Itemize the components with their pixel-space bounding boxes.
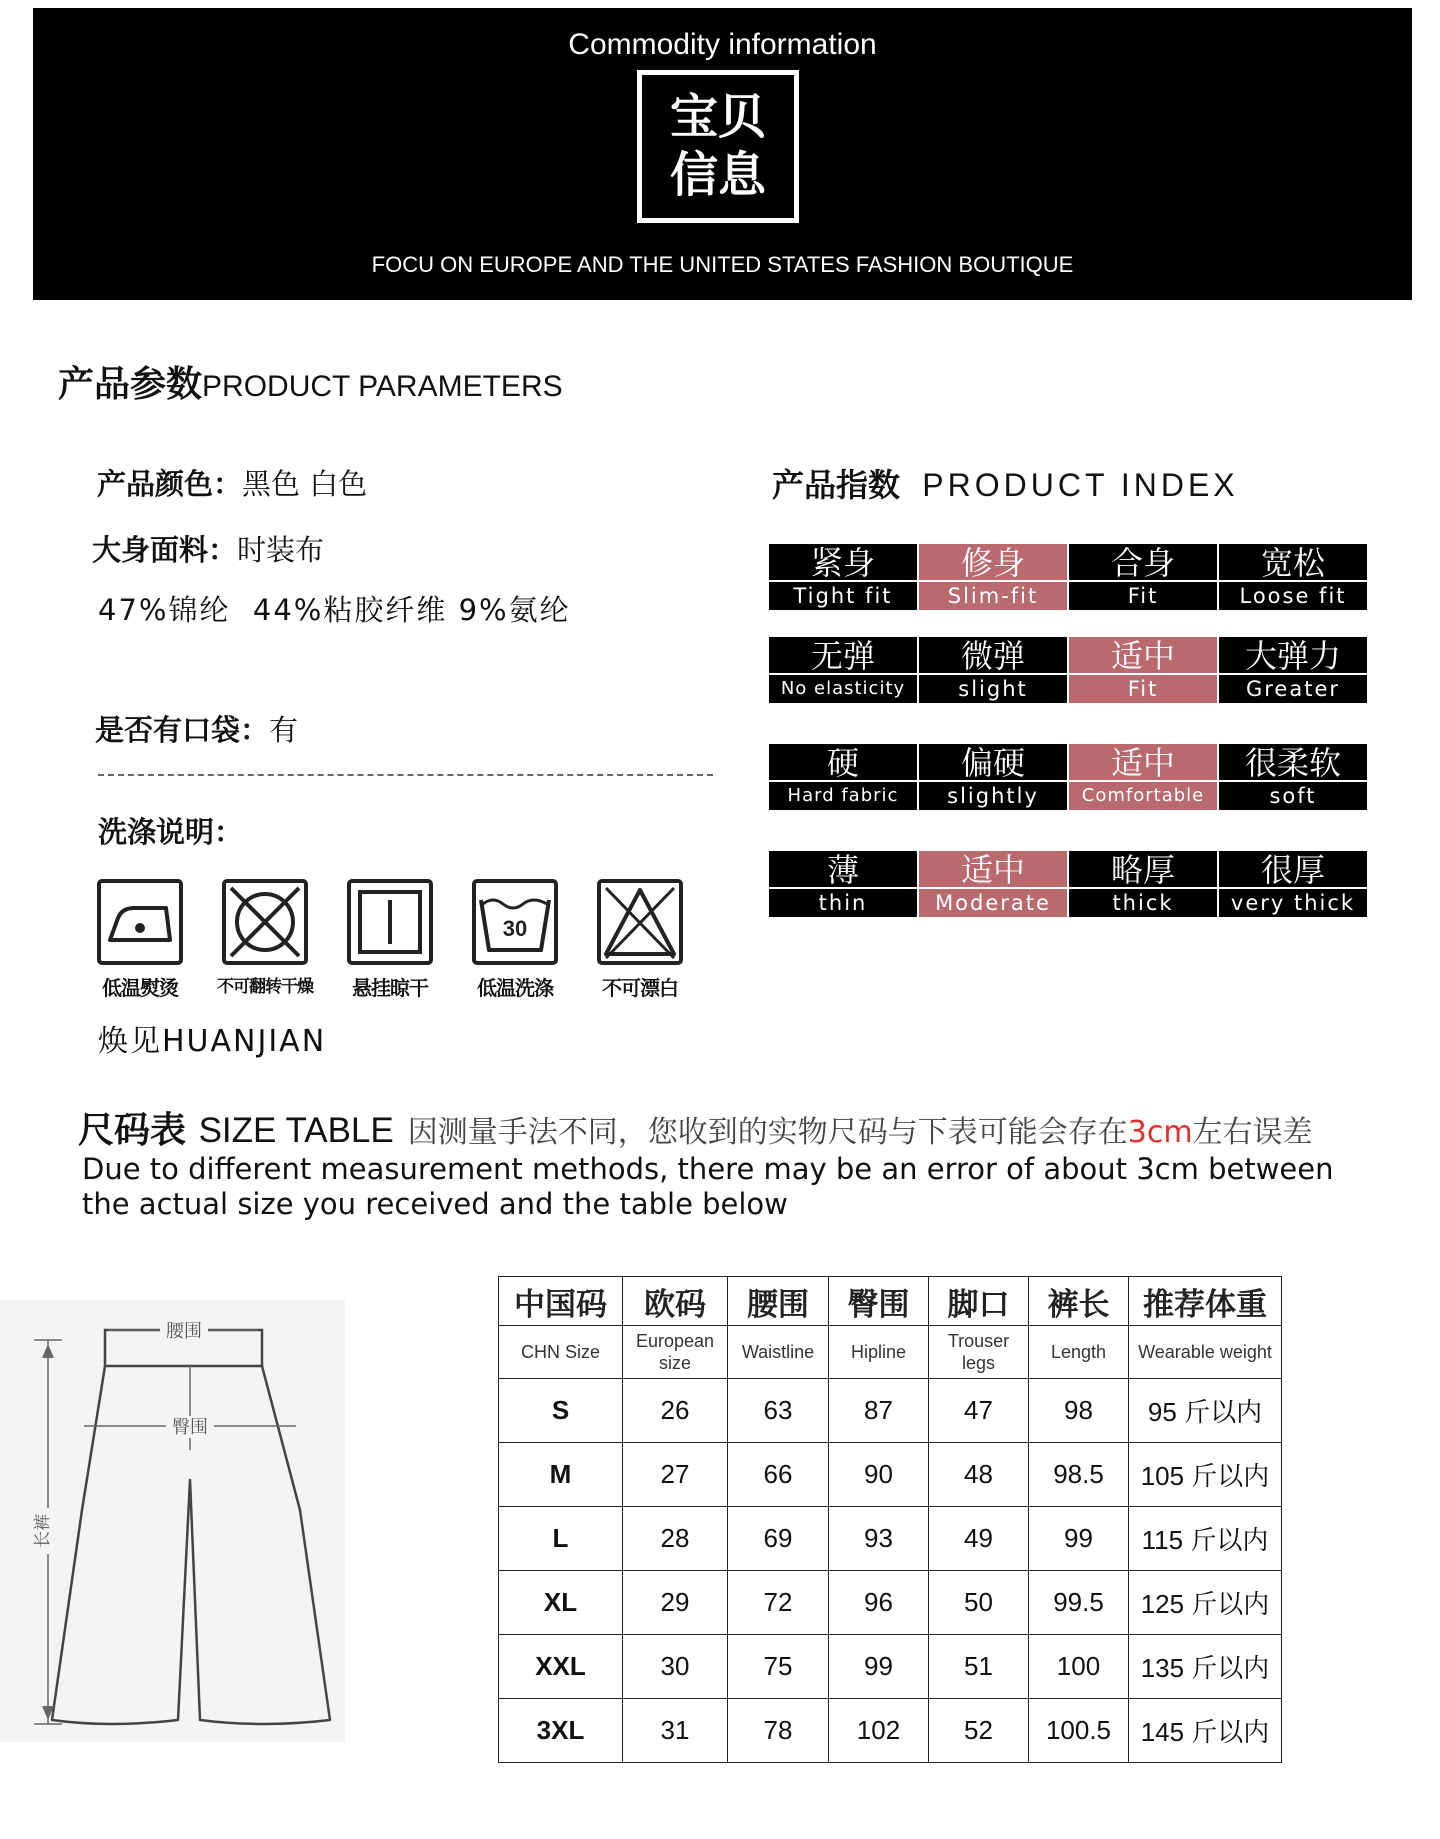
product-index-cell (1219, 744, 1367, 812)
wash-label: 不可翻转干燥 (217, 977, 313, 997)
param-color-key: 产品颜色： (97, 467, 243, 501)
product-index-cell-selected (919, 851, 1067, 919)
banner-tagline: FOCU ON EUROPE AND THE UNITED STATES FASHION BOUTIQUE (371, 252, 1074, 277)
wash-temperature: 30 (502, 916, 528, 941)
size-value-cell: 69 (728, 1507, 829, 1571)
product-index-cell (919, 637, 1067, 705)
size-value-cell: 52 (929, 1699, 1029, 1763)
size-value-cell: 26 (623, 1379, 728, 1443)
banner-box-line2: 信息 (669, 147, 766, 203)
size-table-row (499, 1443, 1282, 1507)
size-value-cell: 28 (623, 1507, 728, 1571)
size-table-description: Due to different measurement methods, there may be an error of about 3cm between the actual size you received and the table below (82, 1152, 1334, 1221)
length-label: 长裤 (33, 1514, 53, 1548)
size-table-row (499, 1379, 1282, 1443)
index-cell-en: Slim-fit (919, 582, 1067, 610)
size-value-cell: 100 (1029, 1635, 1129, 1699)
size-table-title-en: SIZE TABLE (198, 1111, 394, 1150)
index-cell-zh: 薄 (769, 851, 917, 887)
size-value-cell: 75 (728, 1635, 829, 1699)
hang-dry-icon (346, 878, 434, 966)
size-table-row (499, 1635, 1282, 1699)
size-header-en-cell: CHN Size (499, 1326, 623, 1379)
index-cell-en: thin (769, 889, 917, 917)
size-value-cell: 105 斤以内 (1129, 1443, 1282, 1507)
size-note-post: 左右误差 (1192, 1115, 1313, 1150)
product-index-row (769, 851, 1371, 919)
index-cell-zh: 偏硬 (919, 744, 1067, 780)
index-cell-en: thick (1069, 889, 1217, 917)
product-index-cell (1219, 544, 1367, 612)
param-fabric-value: 时装布 (237, 533, 325, 567)
product-index-cell-selected (1069, 744, 1217, 812)
size-value-cell: 99.5 (1029, 1571, 1129, 1635)
index-cell-en: slight (919, 675, 1067, 703)
product-index-cell (769, 544, 917, 612)
index-cell-en: No elasticity (769, 675, 917, 703)
wash-item-no-bleach (590, 878, 690, 1001)
index-cell-en: slightly (919, 782, 1067, 810)
size-table-row (499, 1699, 1282, 1763)
size-table-header-zh (499, 1277, 1282, 1326)
size-value-cell: 27 (623, 1443, 728, 1507)
wash-label: 悬挂晾干 (352, 976, 428, 1000)
size-header-zh-cell: 脚口 (929, 1277, 1029, 1326)
size-header-en-cell: Waistline (728, 1326, 829, 1379)
size-value-cell: 49 (929, 1507, 1029, 1571)
product-index-cell (769, 637, 917, 705)
size-value-cell: 50 (929, 1571, 1029, 1635)
param-pocket-value: 有 (269, 713, 299, 747)
size-value-cell: 93 (829, 1507, 929, 1571)
product-index-cell (769, 851, 917, 919)
product-index-row (769, 637, 1371, 705)
size-table-title-zh: 尺码表 (78, 1110, 187, 1151)
size-header-zh-cell: 中国码 (499, 1277, 623, 1326)
product-index-cell (1069, 544, 1217, 612)
index-cell-zh: 适中 (919, 851, 1067, 887)
param-composition: 47%锦纶 44%粘胶纤维 9%氨纶 (98, 593, 571, 627)
index-cell-zh: 很柔软 (1219, 744, 1367, 780)
size-value-cell: 31 (623, 1699, 728, 1763)
product-index-row (769, 544, 1371, 612)
index-cell-zh: 适中 (1069, 744, 1217, 780)
size-value-cell: 63 (728, 1379, 829, 1443)
wash-item-hang-dry (340, 878, 440, 1001)
size-table-title (78, 1102, 1313, 1153)
size-table (498, 1276, 1282, 1763)
brand-name: 焕见HUANJIAN (98, 1024, 327, 1059)
size-value-cell: 30 (623, 1635, 728, 1699)
size-label-cell: XXL (499, 1635, 623, 1699)
index-cell-zh: 无弹 (769, 637, 917, 673)
pants-outline-graphic (0, 1300, 345, 1742)
size-note-red: 3cm (1127, 1115, 1193, 1150)
size-value-cell: 87 (829, 1379, 929, 1443)
size-value-cell: 95 斤以内 (1129, 1379, 1282, 1443)
dashed-divider (98, 774, 713, 776)
param-pocket (95, 708, 298, 749)
index-cell-zh: 大弹力 (1219, 637, 1367, 673)
hip-label: 臀围 (172, 1417, 208, 1438)
index-cell-en: Tight fit (769, 582, 917, 610)
wash-item-no-tumble (215, 878, 315, 997)
product-index-cell (1069, 851, 1217, 919)
wash-instructions-title (98, 810, 243, 851)
size-label-cell: S (499, 1379, 623, 1443)
product-index-title-en: PRODUCT INDEX (922, 467, 1239, 503)
size-value-cell: 48 (929, 1443, 1029, 1507)
size-value-cell: 78 (728, 1699, 829, 1763)
size-header-en-cell: Hipline (829, 1326, 929, 1379)
size-value-cell: 66 (728, 1443, 829, 1507)
size-header-zh-cell: 腰围 (728, 1277, 829, 1326)
param-color (97, 462, 367, 503)
product-parameters-title (58, 356, 563, 407)
size-value-cell: 145 斤以内 (1129, 1699, 1282, 1763)
product-parameters-title-en: PRODUCT PARAMETERS (202, 370, 563, 403)
product-index-cell-selected (1069, 637, 1217, 705)
size-value-cell: 98 (1029, 1379, 1129, 1443)
size-value-cell: 47 (929, 1379, 1029, 1443)
size-value-cell: 98.5 (1029, 1443, 1129, 1507)
index-cell-en: very thick (1219, 889, 1367, 917)
index-cell-zh: 硬 (769, 744, 917, 780)
product-index-cell (1219, 637, 1367, 705)
index-cell-zh: 适中 (1069, 637, 1217, 673)
size-header-en-cell: Wearable weight (1129, 1326, 1282, 1379)
index-cell-zh: 修身 (919, 544, 1067, 580)
size-value-cell: 72 (728, 1571, 829, 1635)
header-banner (33, 8, 1412, 300)
size-note-pre: 因测量手法不同，您收到的实物尺码与下表可能会存在 (407, 1115, 1128, 1150)
product-index-cell-selected (919, 544, 1067, 612)
size-value-cell: 96 (829, 1571, 929, 1635)
product-index-row (769, 744, 1371, 812)
wash-item-wash-30 (465, 878, 565, 1001)
index-cell-zh: 微弹 (919, 637, 1067, 673)
index-cell-zh: 很厚 (1219, 851, 1367, 887)
product-index-cell (919, 744, 1067, 812)
size-table-note (408, 1115, 1313, 1150)
product-parameters-title-zh: 产品参数 (58, 364, 203, 405)
index-cell-zh: 紧身 (769, 544, 917, 580)
wash-instructions-title-text: 洗涤说明： (98, 815, 244, 849)
product-index-cell (769, 744, 917, 812)
size-value-cell: 125 斤以内 (1129, 1571, 1282, 1635)
size-table-body (499, 1379, 1282, 1763)
size-value-cell: 51 (929, 1635, 1029, 1699)
param-fabric-key: 大身面料： (92, 533, 238, 567)
size-label-cell: L (499, 1507, 623, 1571)
size-value-cell: 29 (623, 1571, 728, 1635)
banner-box-line1: 宝贝 (669, 89, 766, 145)
waist-label: 腰围 (166, 1321, 202, 1342)
index-cell-zh: 宽松 (1219, 544, 1367, 580)
size-header-en-cell: Length (1029, 1326, 1129, 1379)
size-value-cell: 102 (829, 1699, 929, 1763)
wash-item-iron (90, 878, 190, 1001)
product-index-title (772, 460, 1239, 506)
wash-label: 低温熨烫 (102, 976, 178, 1000)
index-cell-zh: 合身 (1069, 544, 1217, 580)
pants-diagram (0, 1300, 345, 1742)
index-cell-en: Greater (1219, 675, 1367, 703)
index-cell-en: Loose fit (1219, 582, 1367, 610)
index-cell-en: Hard fabric (769, 782, 917, 810)
param-pocket-key: 是否有口袋： (95, 713, 270, 747)
index-cell-en: Comfortable (1069, 782, 1217, 810)
index-cell-en: Moderate (919, 889, 1067, 917)
size-value-cell: 90 (829, 1443, 929, 1507)
size-label-cell: XL (499, 1571, 623, 1635)
size-table-row (499, 1507, 1282, 1571)
wash-label: 不可漂白 (602, 976, 678, 1000)
size-header-zh-cell: 裤长 (1029, 1277, 1129, 1326)
size-value-cell: 99 (1029, 1507, 1129, 1571)
size-table-row (499, 1571, 1282, 1635)
size-header-en-cell: European size (623, 1326, 728, 1379)
banner-box (637, 70, 799, 223)
index-cell-en: Fit (1069, 582, 1217, 610)
param-color-value: 黑色 白色 (242, 467, 368, 501)
no-tumble-dry-icon (221, 878, 309, 966)
product-index-title-zh: 产品指数 (772, 466, 901, 504)
size-header-en-cell: Trouser legs (929, 1326, 1029, 1379)
size-label-cell: M (499, 1443, 623, 1507)
index-cell-en: soft (1219, 782, 1367, 810)
index-cell-zh: 略厚 (1069, 851, 1217, 887)
size-table-header-en (499, 1326, 1282, 1379)
size-value-cell: 115 斤以内 (1129, 1507, 1282, 1571)
product-index-cell (1219, 851, 1367, 919)
size-header-zh-cell: 臀围 (829, 1277, 929, 1326)
size-label-cell: 3XL (499, 1699, 623, 1763)
size-value-cell: 100.5 (1029, 1699, 1129, 1763)
size-header-zh-cell: 欧码 (623, 1277, 728, 1326)
index-cell-en: Fit (1069, 675, 1217, 703)
param-fabric (92, 528, 324, 569)
wash-label: 低温洗涤 (477, 976, 553, 1000)
iron-low-icon (96, 878, 184, 966)
size-header-zh-cell: 推荐体重 (1129, 1277, 1282, 1326)
size-value-cell: 135 斤以内 (1129, 1635, 1282, 1699)
banner-title: Commodity information (568, 28, 877, 61)
size-value-cell: 99 (829, 1635, 929, 1699)
no-bleach-icon (596, 878, 684, 966)
wash-30-icon (471, 878, 559, 966)
